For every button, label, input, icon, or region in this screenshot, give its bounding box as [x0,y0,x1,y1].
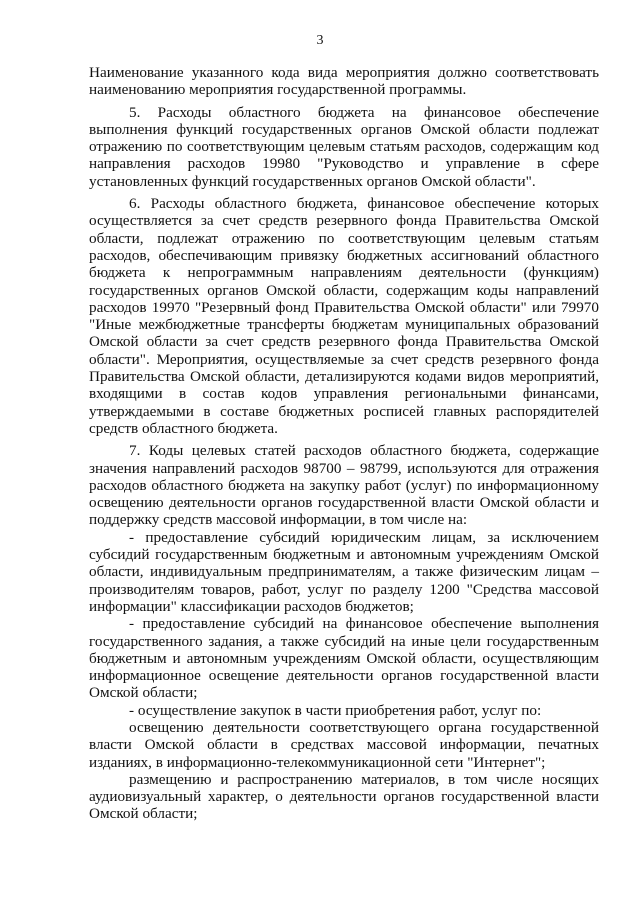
paragraph-continuation: Наименование указанного кода вида мероприятия должно соответствовать наименованию мероприятия государственной программы. [89,64,599,99]
list-item-procurement: - осуществление закупок в части приобретения работ, услуг по: [129,701,542,719]
list-item-materials-distribution: размещению и распространению материалов, в том числе носящих аудиовизуальный характер, о деятельности органов государственной власти Омской области; [89,770,599,823]
paragraph-item-6: 6. Расходы областного бюджета, финансовое обеспечение которых осуществляется за счет средств резервного фонда Правительства Омской области, подлежат отражению по соответствующим целевым статьям расходов, обеспечивающим привязку бюджетных ассигнований областного бюджета к непрограммным направлениям деятельности (функциям) государственных органов Омской области, содержащим коды направлений расходов 19970 "Резервный фонд Правительства Омской области" или 79970 "Иные межбюджетные трансферты бюджетам муниципальных образований Омской области за счет средств резервного фонда Правительства Омской области". Мероприятия, осуществляемые за счет средств резервного фонда Правительства Омской области, детализируются кодами видов мероприятий, входящими в состав кодов управления региональными финансами, утверждаемыми в составе бюджетных росписей главных распорядителей средств областного бюджета. [89,195,599,437]
document-body [89,64,599,823]
paragraph-item-5: 5. Расходы областного бюджета на финансовое обеспечение выполнения функций государственных органов Омской области подлежат отражению по соответствующим целевым статьям расходов, содержащим код направления расходов 19980 "Руководство и управление в сфере установленных функций государственных органов Омской области". [89,103,599,190]
paragraph-item-7: 7. Коды целевых статей расходов областного бюджета, содержащие значения направлений расходов 98700 – 98799, используются для отражения расходов областного бюджета на закупку работ (услуг) по информационному освещению деятельности органов государственной власти Омской области и поддержку средств массовой информации, в том числе на: [89,442,599,529]
page-number: 3 [316,33,324,48]
list-item-subsidies-legal-entities: - предоставление субсидий юридическим лицам, за исключением субсидий государственным бюджетным и автономным учреждениям Омской области, индивидуальным предпринимателям, а также физическим лицам – производителям товаров, работ, услуг по разделу 1200 "Средства массовой информации" классификации расходов бюджетов; [89,528,599,615]
list-item-media-coverage: освещению деятельности соответствующего органа государственной власти Омской области в средствах массовой информации, печатных изданиях, в информационно-телекоммуникационной сети "Интернет"; [89,718,599,771]
list-item-subsidies-state-task: - предоставление субсидий на финансовое обеспечение выполнения государственного задания, а также субсидий на иные цели государственным бюджетным и автономным учреждениям Омской области, осуществляющим информационное освещение деятельности органов государственной власти Омской области; [89,615,599,702]
